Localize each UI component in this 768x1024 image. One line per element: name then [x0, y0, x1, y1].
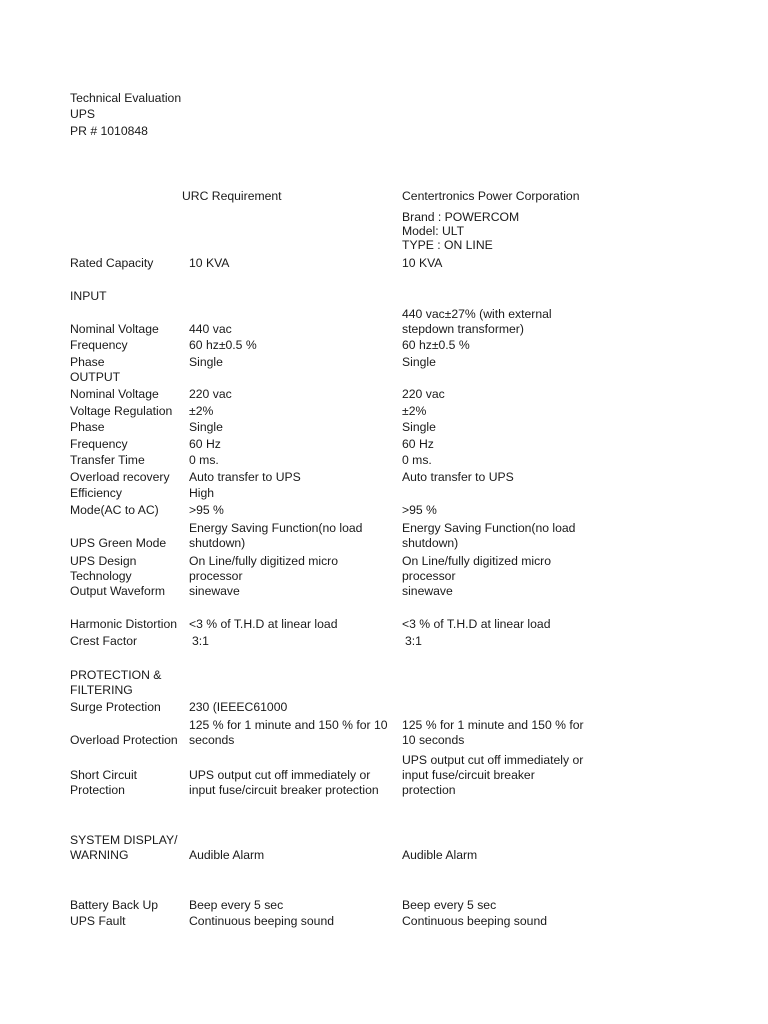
urc-value: On Line/fully digitized micro: [189, 554, 339, 568]
urc-value: 60 Hz: [189, 437, 221, 451]
urc-value: 220 vac: [189, 387, 232, 401]
row-label: Voltage Regulation: [70, 404, 173, 418]
urc-value: Auto transfer to UPS: [189, 470, 301, 484]
row-label: Technology: [70, 569, 132, 583]
vendor-value: On Line/fully digitized micro: [402, 554, 552, 568]
row-label: UPS Design: [70, 554, 137, 568]
row-label: Phase: [70, 355, 105, 369]
urc-value: Single: [189, 420, 223, 434]
vendor-value: input fuse/circuit breaker: [402, 768, 535, 782]
row-label: Phase: [70, 420, 105, 434]
row-label: Overload recovery: [70, 470, 170, 484]
row-label: Short Circuit: [70, 768, 138, 782]
column-header-vendor: Centertronics Power Corporation: [402, 189, 580, 203]
urc-value: input fuse/circuit breaker protection: [189, 783, 379, 797]
vendor-value: processor: [402, 569, 456, 583]
urc-value: 125 % for 1 minute and 150 % for 10: [189, 718, 388, 732]
row-label: Crest Factor: [70, 634, 138, 648]
urc-value: Single: [189, 355, 223, 369]
urc-value: shutdown): [189, 536, 246, 550]
vendor-value: Single: [402, 420, 436, 434]
urc-value: High: [189, 486, 215, 500]
row-label: Nominal Voltage: [70, 387, 159, 401]
urc-value: processor: [189, 569, 243, 583]
section-heading-input: INPUT: [70, 289, 107, 303]
vendor-value: shutdown): [402, 536, 459, 550]
section-heading-protection: FILTERING: [70, 683, 133, 697]
urc-value: 0 ms.: [189, 453, 219, 467]
row-label: Battery Back Up: [70, 898, 159, 912]
urc-value: >95 %: [189, 503, 224, 517]
vendor-value: Audible Alarm: [402, 848, 478, 862]
vendor-value: Beep every 5 sec: [402, 898, 497, 912]
vendor-value: sinewave: [402, 584, 453, 598]
pr-number: PR # 1010848: [70, 124, 148, 138]
row-label: Mode(AC to AC): [70, 503, 159, 517]
section-heading-system-display: SYSTEM DISPLAY/: [70, 833, 178, 847]
row-label: Harmonic Distortion: [70, 617, 178, 631]
vendor-type: TYPE : ON LINE: [402, 238, 493, 252]
vendor-value: Energy Saving Function(no load: [402, 521, 576, 535]
row-label: Frequency: [70, 437, 128, 451]
vendor-value: 0 ms.: [402, 453, 432, 467]
row-label: Nominal Voltage: [70, 322, 159, 336]
urc-value: 60 hz±0.5 %: [189, 338, 257, 352]
urc-value: seconds: [189, 733, 235, 747]
vendor-value: 440 vac±27% (with external: [402, 307, 552, 321]
urc-value: 440 vac: [189, 322, 232, 336]
vendor-value: UPS output cut off immediately or: [402, 753, 584, 767]
vendor-brand: Brand : POWERCOM: [402, 210, 520, 224]
urc-value: 3:1: [192, 634, 209, 648]
row-label: Frequency: [70, 338, 128, 352]
vendor-value: ±2%: [402, 404, 427, 418]
vendor-value: protection: [402, 783, 456, 797]
vendor-value: 125 % for 1 minute and 150 % for: [402, 718, 584, 732]
row-label: UPS Green Mode: [70, 536, 167, 550]
row-label: Transfer Time: [70, 453, 145, 467]
vendor-value: 10 seconds: [402, 733, 465, 747]
vendor-value: Single: [402, 355, 436, 369]
document-title: Technical Evaluation: [70, 91, 182, 105]
urc-value: 10 KVA: [189, 256, 230, 270]
urc-value: Energy Saving Function(no load: [189, 521, 363, 535]
row-label: Surge Protection: [70, 700, 161, 714]
urc-value: Audible Alarm: [189, 848, 265, 862]
section-heading-output: OUTPUT: [70, 370, 121, 384]
urc-value: sinewave: [189, 584, 240, 598]
row-label: Overload Protection: [70, 733, 178, 747]
urc-value: 230 (IEEEC61000: [189, 700, 288, 714]
vendor-value: 3:1: [405, 634, 422, 648]
vendor-value: >95 %: [402, 503, 437, 517]
vendor-value: stepdown transformer): [402, 322, 524, 336]
vendor-model: Model: ULT: [402, 224, 465, 238]
document-subject: UPS: [70, 107, 96, 121]
vendor-value: 60 Hz: [402, 437, 434, 451]
vendor-value: Continuous beeping sound: [402, 914, 548, 928]
section-heading-system-display: WARNING: [70, 848, 129, 862]
vendor-value: <3 % of T.H.D at linear load: [402, 617, 551, 631]
vendor-value: 220 vac: [402, 387, 445, 401]
urc-value: Beep every 5 sec: [189, 898, 284, 912]
row-label: Output Waveform: [70, 584, 166, 598]
row-label: UPS Fault: [70, 914, 126, 928]
column-header-urc: URC Requirement: [182, 189, 282, 203]
urc-value: ±2%: [189, 404, 214, 418]
vendor-value: Auto transfer to UPS: [402, 470, 514, 484]
row-label: Rated Capacity: [70, 256, 154, 270]
vendor-value: 60 hz±0.5 %: [402, 338, 470, 352]
urc-value: UPS output cut off immediately or: [189, 768, 371, 782]
row-label: Efficiency: [70, 486, 122, 500]
row-label: Protection: [70, 783, 125, 797]
urc-value: Continuous beeping sound: [189, 914, 335, 928]
urc-value: <3 % of T.H.D at linear load: [189, 617, 338, 631]
vendor-value: 10 KVA: [402, 256, 443, 270]
section-heading-protection: PROTECTION &: [70, 668, 162, 682]
